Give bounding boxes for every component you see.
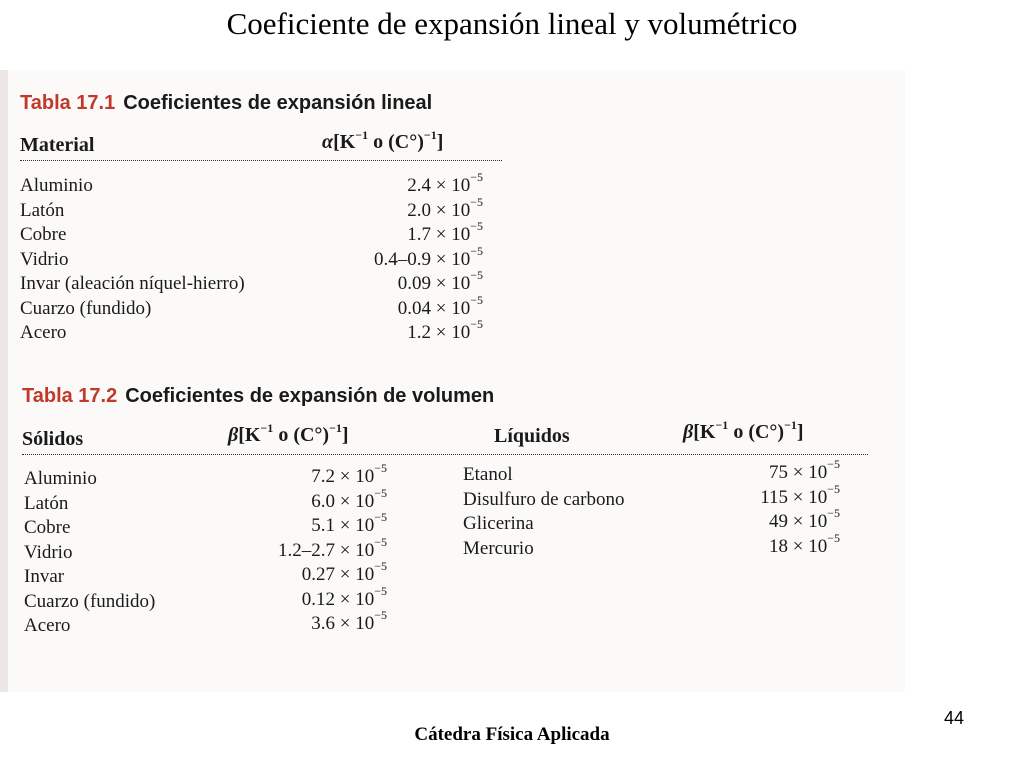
material-name: Disulfuro de carbono — [463, 488, 625, 510]
beta-symbol: β — [228, 424, 239, 446]
coefficient-base: 10 — [355, 564, 375, 585]
coefficient-base: 10 — [355, 539, 375, 561]
coefficient-exponent: −5 — [374, 461, 387, 475]
material-name: Cuarzo (fundido) — [20, 297, 152, 319]
table2-liquids-material-column — [463, 463, 624, 561]
table2-header-beta-liquids — [683, 418, 804, 444]
coefficient-exponent: −5 — [374, 534, 387, 549]
beta-symbol: β — [683, 421, 694, 443]
coefficient-base: 10 — [451, 199, 471, 221]
coefficient-value — [200, 510, 387, 539]
table2-number: Tabla 17.2 — [22, 385, 118, 407]
coefficient-base: 10 — [451, 297, 471, 319]
coefficient-value — [300, 219, 483, 248]
coefficient-exponent: −5 — [470, 317, 483, 331]
material-name: Mercurio — [463, 537, 534, 559]
unit-part: [K — [238, 424, 261, 446]
coefficient-mantissa: 3.6 — [311, 613, 335, 634]
coefficient-value — [300, 317, 483, 346]
coefficient-exponent: −5 — [827, 530, 840, 545]
times-sign: × — [431, 273, 452, 294]
table2-header-rule — [22, 454, 868, 455]
footer-text: Cátedra Física Aplicada — [414, 724, 610, 745]
coefficient-base: 10 — [808, 511, 828, 532]
times-sign: × — [431, 175, 452, 196]
table2-header-beta-solids — [228, 421, 349, 447]
coefficient-mantissa: 7.2 — [311, 466, 335, 487]
table1-header-material: Material — [20, 134, 95, 156]
table2-title — [22, 385, 494, 408]
times-sign: × — [335, 613, 356, 634]
times-sign: × — [335, 539, 356, 561]
coefficient-base: 10 — [451, 322, 471, 343]
times-sign: × — [788, 462, 809, 483]
times-sign: × — [431, 199, 452, 221]
coefficient-mantissa: 0.12 — [301, 588, 335, 610]
coefficient-value — [680, 530, 840, 560]
coefficient-exponent: −5 — [374, 510, 387, 524]
coefficient-exponent: −5 — [470, 219, 483, 233]
coefficient-mantissa: 1.7 — [407, 224, 431, 245]
coefficient-value — [200, 485, 387, 515]
page-edge-shadow — [0, 70, 8, 692]
coefficient-mantissa: 18 — [769, 535, 788, 557]
coefficient-base: 10 — [355, 490, 375, 512]
times-sign: × — [788, 486, 809, 508]
unit-part: ] — [436, 131, 444, 153]
unit-part: o (C°) — [273, 424, 330, 446]
coefficient-exponent: −5 — [470, 243, 483, 258]
times-sign: × — [335, 490, 356, 512]
coefficient-mantissa: 5.1 — [311, 515, 335, 536]
coefficient-base: 10 — [451, 273, 471, 294]
coefficient-value — [200, 461, 387, 490]
coefficient-base: 10 — [451, 248, 471, 270]
material-name: Cobre — [24, 517, 71, 538]
times-sign: × — [788, 511, 809, 532]
unit-part: ] — [796, 421, 804, 443]
times-sign: × — [335, 466, 356, 487]
times-sign: × — [335, 564, 356, 585]
unit-exp: −1 — [260, 421, 274, 435]
unit-part: o (C°) — [368, 131, 424, 153]
coefficient-mantissa: 1.2–2.7 — [278, 539, 335, 561]
coefficient-mantissa: 49 — [769, 511, 788, 532]
material-name: Cobre — [20, 224, 67, 245]
material-name: Aluminio — [24, 468, 97, 489]
material-name: Etanol — [463, 464, 513, 485]
table1-header-alpha — [322, 128, 444, 154]
table1-title — [20, 92, 432, 115]
unit-part: ] — [341, 424, 349, 446]
material-name: Latón — [24, 492, 69, 514]
unit-exp: −1 — [355, 128, 369, 142]
coefficient-mantissa: 1.2 — [407, 322, 431, 343]
table2-solids-value-column — [200, 461, 387, 637]
coefficient-value — [200, 559, 387, 588]
coefficient-mantissa: 115 — [760, 486, 788, 508]
times-sign: × — [788, 535, 809, 557]
material-name: Latón — [20, 199, 65, 221]
coefficient-mantissa: 0.27 — [301, 564, 335, 585]
material-name: Vidrio — [20, 248, 69, 270]
table2-liquids-value-column — [680, 457, 840, 559]
table1-value-column — [300, 170, 483, 346]
coefficient-value — [300, 268, 483, 297]
coefficient-base: 10 — [355, 515, 375, 536]
alpha-symbol: α — [322, 131, 334, 153]
material-name: Glicerina — [463, 513, 534, 534]
coefficient-value — [300, 292, 483, 322]
coefficient-exponent: −5 — [374, 583, 387, 598]
coefficient-mantissa: 0.4–0.9 — [374, 248, 431, 270]
material-name: Acero — [24, 615, 71, 636]
coefficient-base: 10 — [355, 613, 375, 634]
material-name: Vidrio — [24, 541, 73, 563]
material-name: Aluminio — [20, 175, 93, 196]
coefficient-base: 10 — [451, 175, 471, 196]
unit-exp: −1 — [329, 421, 342, 435]
table1-material-column — [20, 174, 245, 346]
times-sign: × — [431, 224, 452, 245]
coefficient-value — [300, 170, 483, 199]
coefficient-exponent: −5 — [470, 170, 483, 184]
coefficient-mantissa: 0.09 — [397, 273, 431, 294]
coefficient-base: 10 — [808, 462, 828, 483]
unit-exp: −1 — [784, 418, 797, 432]
table2-solids-material-column — [24, 467, 155, 639]
coefficient-exponent: −5 — [374, 485, 387, 500]
coefficient-exponent: −5 — [827, 481, 840, 496]
coefficient-exponent: −5 — [827, 506, 840, 520]
table2-header-liquids: Líquidos — [494, 425, 570, 447]
coefficient-value — [680, 481, 840, 511]
coefficient-exponent: −5 — [374, 608, 387, 622]
coefficient-value — [680, 457, 840, 486]
unit-part: o (C°) — [728, 421, 785, 443]
material-name: Invar (aleación níquel-hierro) — [20, 273, 245, 294]
page-number: 44 — [943, 708, 964, 728]
coefficient-base: 10 — [808, 486, 828, 508]
slide-title: Coeficiente de expansión lineal y volumétrico — [226, 6, 798, 41]
coefficient-base: 10 — [355, 588, 375, 610]
material-name: Acero — [20, 322, 67, 343]
material-name: Invar — [24, 566, 65, 587]
coefficient-base: 10 — [808, 535, 828, 557]
unit-exp: −1 — [715, 418, 729, 432]
times-sign: × — [431, 297, 452, 319]
coefficient-base: 10 — [451, 224, 471, 245]
table2-title-text: Coeficientes de expansión de volumen — [125, 385, 495, 407]
table1-number: Tabla 17.1 — [20, 92, 116, 114]
coefficient-exponent: −5 — [827, 457, 840, 471]
times-sign: × — [431, 248, 452, 270]
times-sign: × — [431, 322, 452, 343]
coefficient-mantissa: 2.0 — [407, 199, 431, 221]
coefficient-exponent: −5 — [470, 292, 483, 307]
coefficient-mantissa: 2.4 — [407, 175, 431, 196]
table1-header-rule — [20, 160, 502, 161]
coefficient-exponent: −5 — [470, 268, 483, 282]
unit-exp: −1 — [423, 128, 437, 142]
coefficient-mantissa: 0.04 — [397, 297, 431, 319]
unit-part: [K — [333, 131, 356, 153]
coefficient-value — [200, 534, 387, 564]
material-name: Cuarzo (fundido) — [24, 590, 156, 612]
coefficient-value — [680, 506, 840, 535]
coefficient-base: 10 — [355, 466, 375, 487]
times-sign: × — [335, 515, 356, 536]
coefficient-value — [200, 583, 387, 613]
times-sign: × — [335, 588, 356, 610]
coefficient-value — [200, 608, 387, 637]
coefficient-exponent: −5 — [374, 559, 387, 573]
table2-header-solids: Sólidos — [22, 428, 84, 450]
coefficient-value — [300, 194, 483, 224]
coefficient-exponent: −5 — [470, 194, 483, 209]
coefficient-mantissa: 75 — [769, 462, 788, 483]
unit-part: [K — [693, 421, 716, 443]
table1-title-text: Coeficientes de expansión lineal — [123, 92, 433, 114]
coefficient-mantissa: 6.0 — [311, 490, 335, 512]
coefficient-value — [300, 243, 483, 273]
